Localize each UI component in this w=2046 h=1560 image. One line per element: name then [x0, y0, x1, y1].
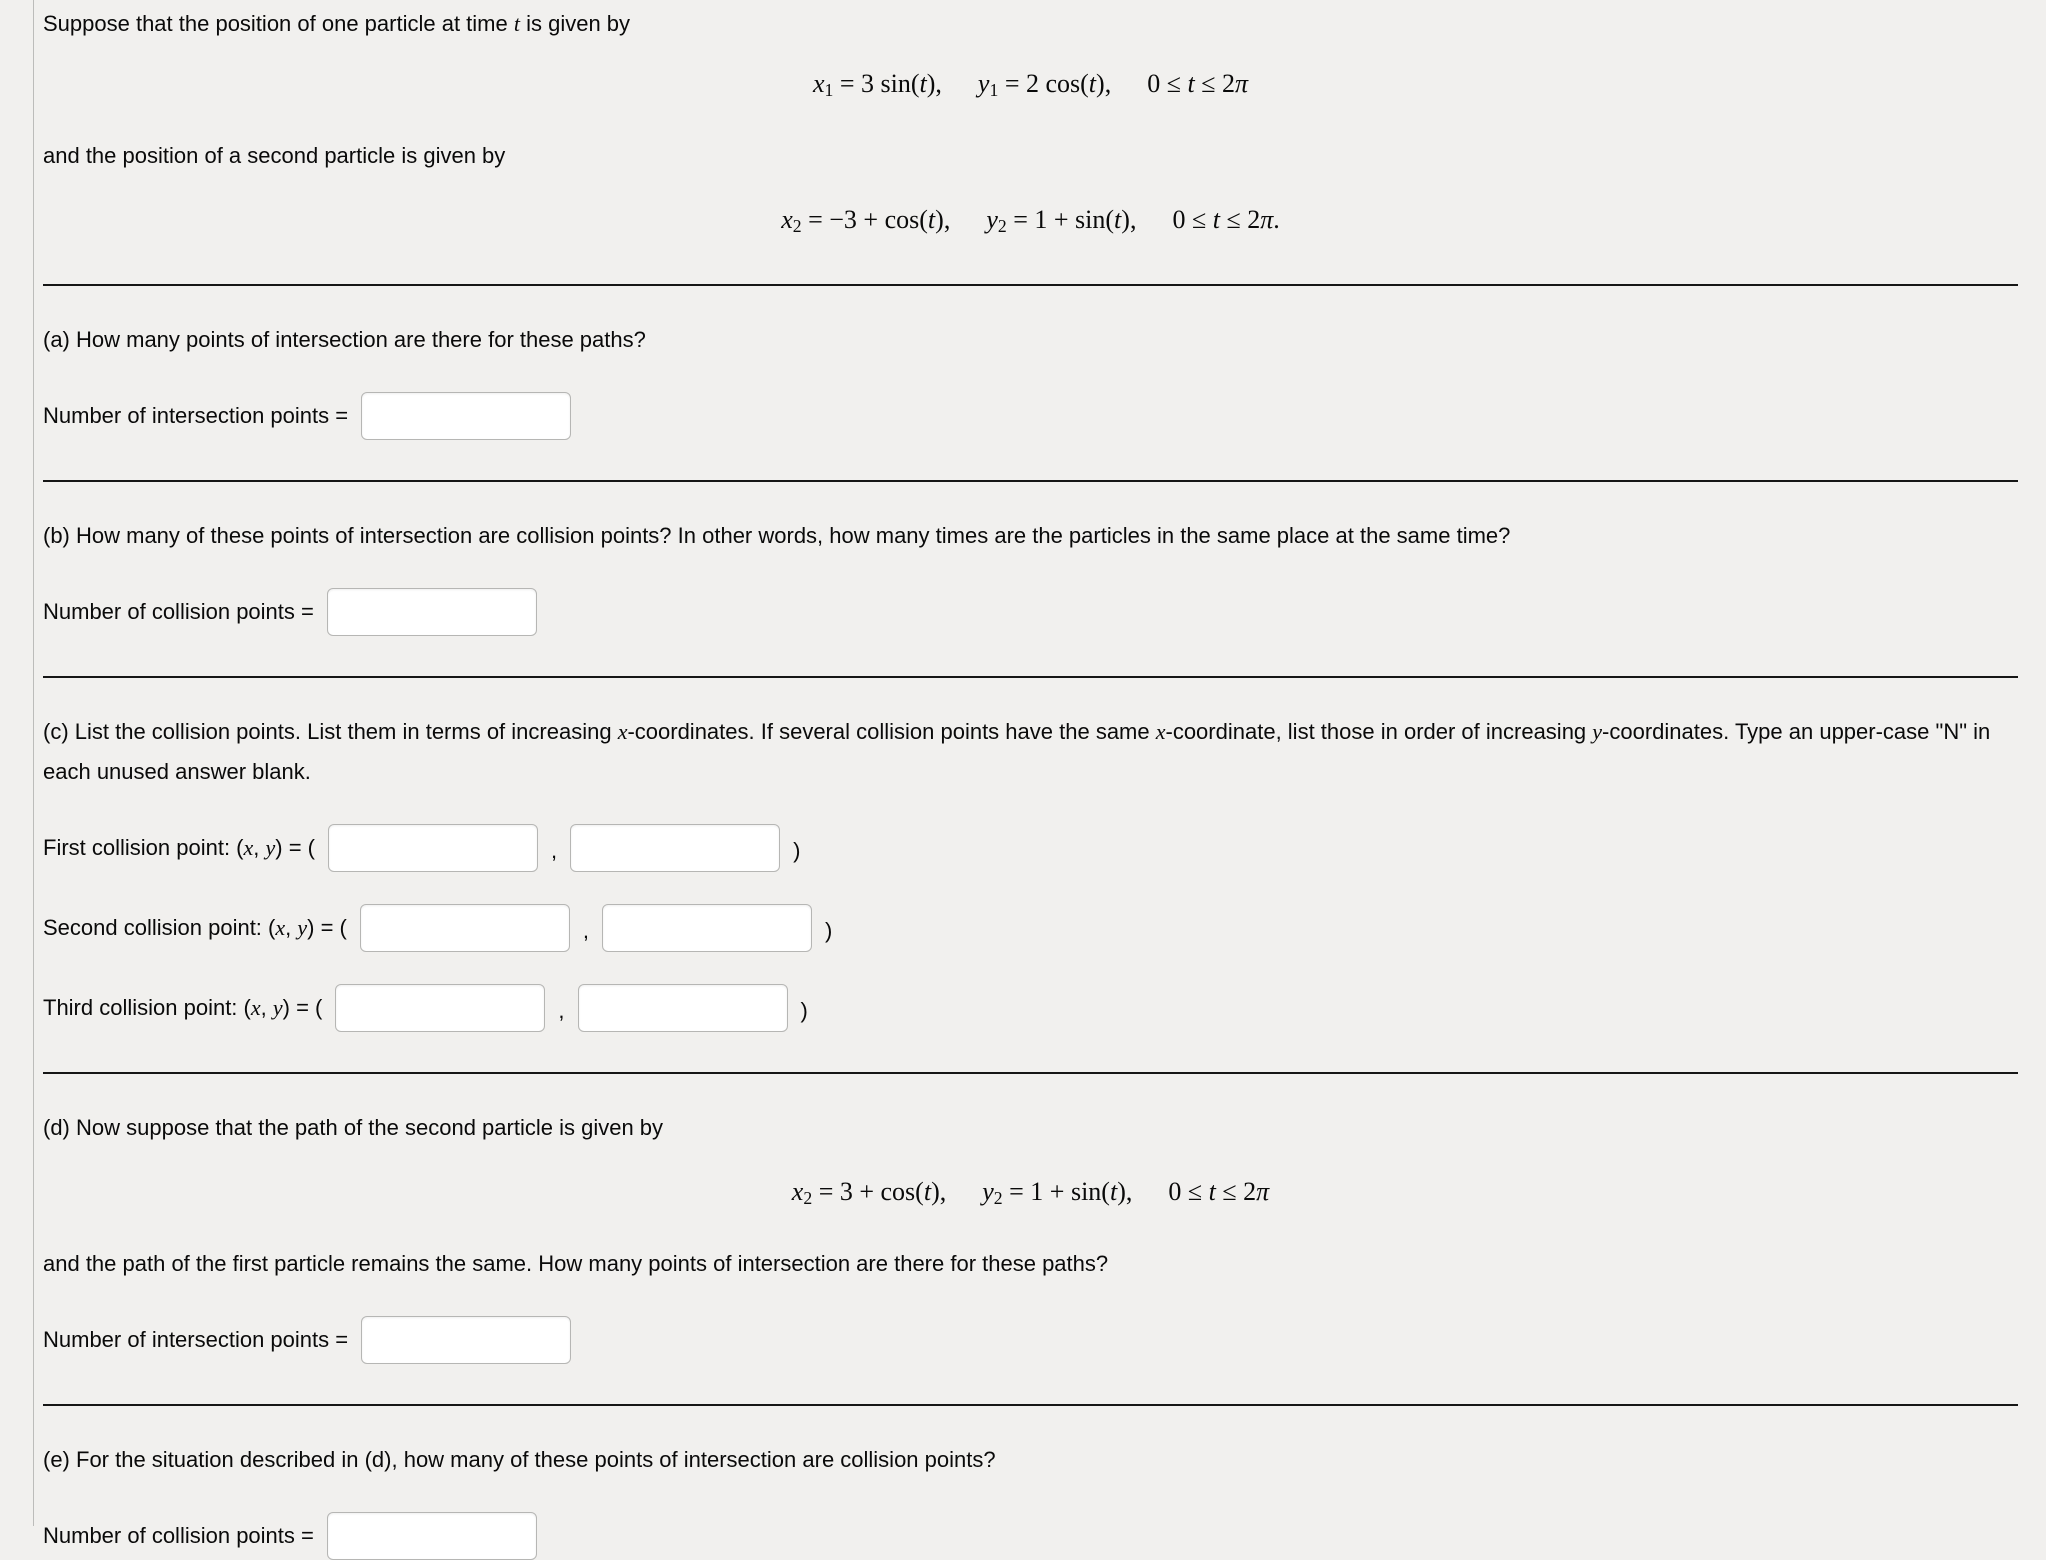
section-divider: [43, 676, 2018, 678]
part-a-question: (a) How many points of intersection are there for these paths?: [43, 326, 646, 352]
part-e-answer-row: [43, 1512, 2018, 1560]
first-collision-row: [43, 824, 2018, 872]
part-e-collision-points-input[interactable]: [327, 1512, 537, 1560]
part-d-answer-row: [43, 1316, 2018, 1364]
part-b-collision-points-input[interactable]: [327, 588, 537, 636]
part-a-intersection-points-input[interactable]: [361, 392, 571, 440]
part-b-question: (b) How many of these points of intersection are collision points? In other words, how many times are the particles in the same place at the same time?: [43, 522, 1511, 548]
first-collision-label: First collision point: (x, y) = (: [43, 834, 316, 860]
part-a-answer-label: Number of intersection points =: [43, 402, 349, 428]
part-e-question: (e) For the situation described in (d), how many of these points of intersection are collision points?: [43, 1446, 996, 1472]
second-collision-x-input[interactable]: [360, 904, 570, 952]
equation-particle-2-modified: x2 = 3 + cos(t), y2 = 1 + sin(t), 0 ≤ t ≤ 2π: [791, 1176, 1270, 1208]
comma-separator: ,: [558, 997, 565, 1023]
section-divider: [43, 1072, 2018, 1074]
part-d-answer-label: Number of intersection points =: [43, 1326, 349, 1352]
first-collision-x-input[interactable]: [328, 824, 538, 872]
part-b-answer-row: [43, 588, 2018, 636]
second-collision-row: [43, 904, 2018, 952]
part-b-answer-label: Number of collision points =: [43, 598, 314, 624]
comma-separator: ,: [551, 837, 558, 863]
close-paren: ): [793, 837, 801, 863]
part-d-intro: (d) Now suppose that the path of the second particle is given by: [43, 1114, 664, 1140]
third-collision-row: [43, 984, 2018, 1032]
comma-separator: ,: [582, 917, 589, 943]
third-collision-x-input[interactable]: [335, 984, 545, 1032]
section-divider: [43, 480, 2018, 482]
equation-particle-1: x1 = 3 sin(t), y1 = 2 cos(t), 0 ≤ t ≤ 2π: [812, 69, 1249, 100]
intro-line-1: Suppose that the position of one particle at time t is given by: [43, 11, 631, 36]
homework-problem-page: [33, 0, 2046, 1548]
equation-particle-2: x2 = −3 + cos(t), y2 = 1 + sin(t), 0 ≤ t ≤ 2π.: [781, 204, 1280, 236]
part-e-answer-label: Number of collision points =: [43, 1522, 314, 1548]
close-paren: ): [800, 997, 808, 1023]
part-d-intersection-points-input[interactable]: [361, 1316, 571, 1364]
third-collision-y-input[interactable]: [578, 984, 788, 1032]
part-d-followup: and the path of the first particle remains the same. How many points of intersection are there for these paths?: [43, 1250, 1109, 1276]
section-divider: [43, 284, 2018, 286]
second-collision-label: Second collision point: (x, y) = (: [43, 914, 347, 940]
section-divider: [43, 1404, 2018, 1406]
second-collision-y-input[interactable]: [602, 904, 812, 952]
part-a-answer-row: [43, 392, 2018, 440]
third-collision-label: Third collision point: (x, y) = (: [43, 994, 323, 1020]
close-paren: ): [824, 917, 833, 943]
first-collision-y-input[interactable]: [570, 824, 780, 872]
intro-line-2: and the position of a second particle is given by: [43, 142, 506, 168]
part-c-question: (c) List the collision points. List them in terms of increasing x-coordinates. If several collision points have the same x-coordinate, list those in order of increasing y-coordinates. Type an upper-case "N" in each unused answer blank.: [43, 718, 1991, 784]
